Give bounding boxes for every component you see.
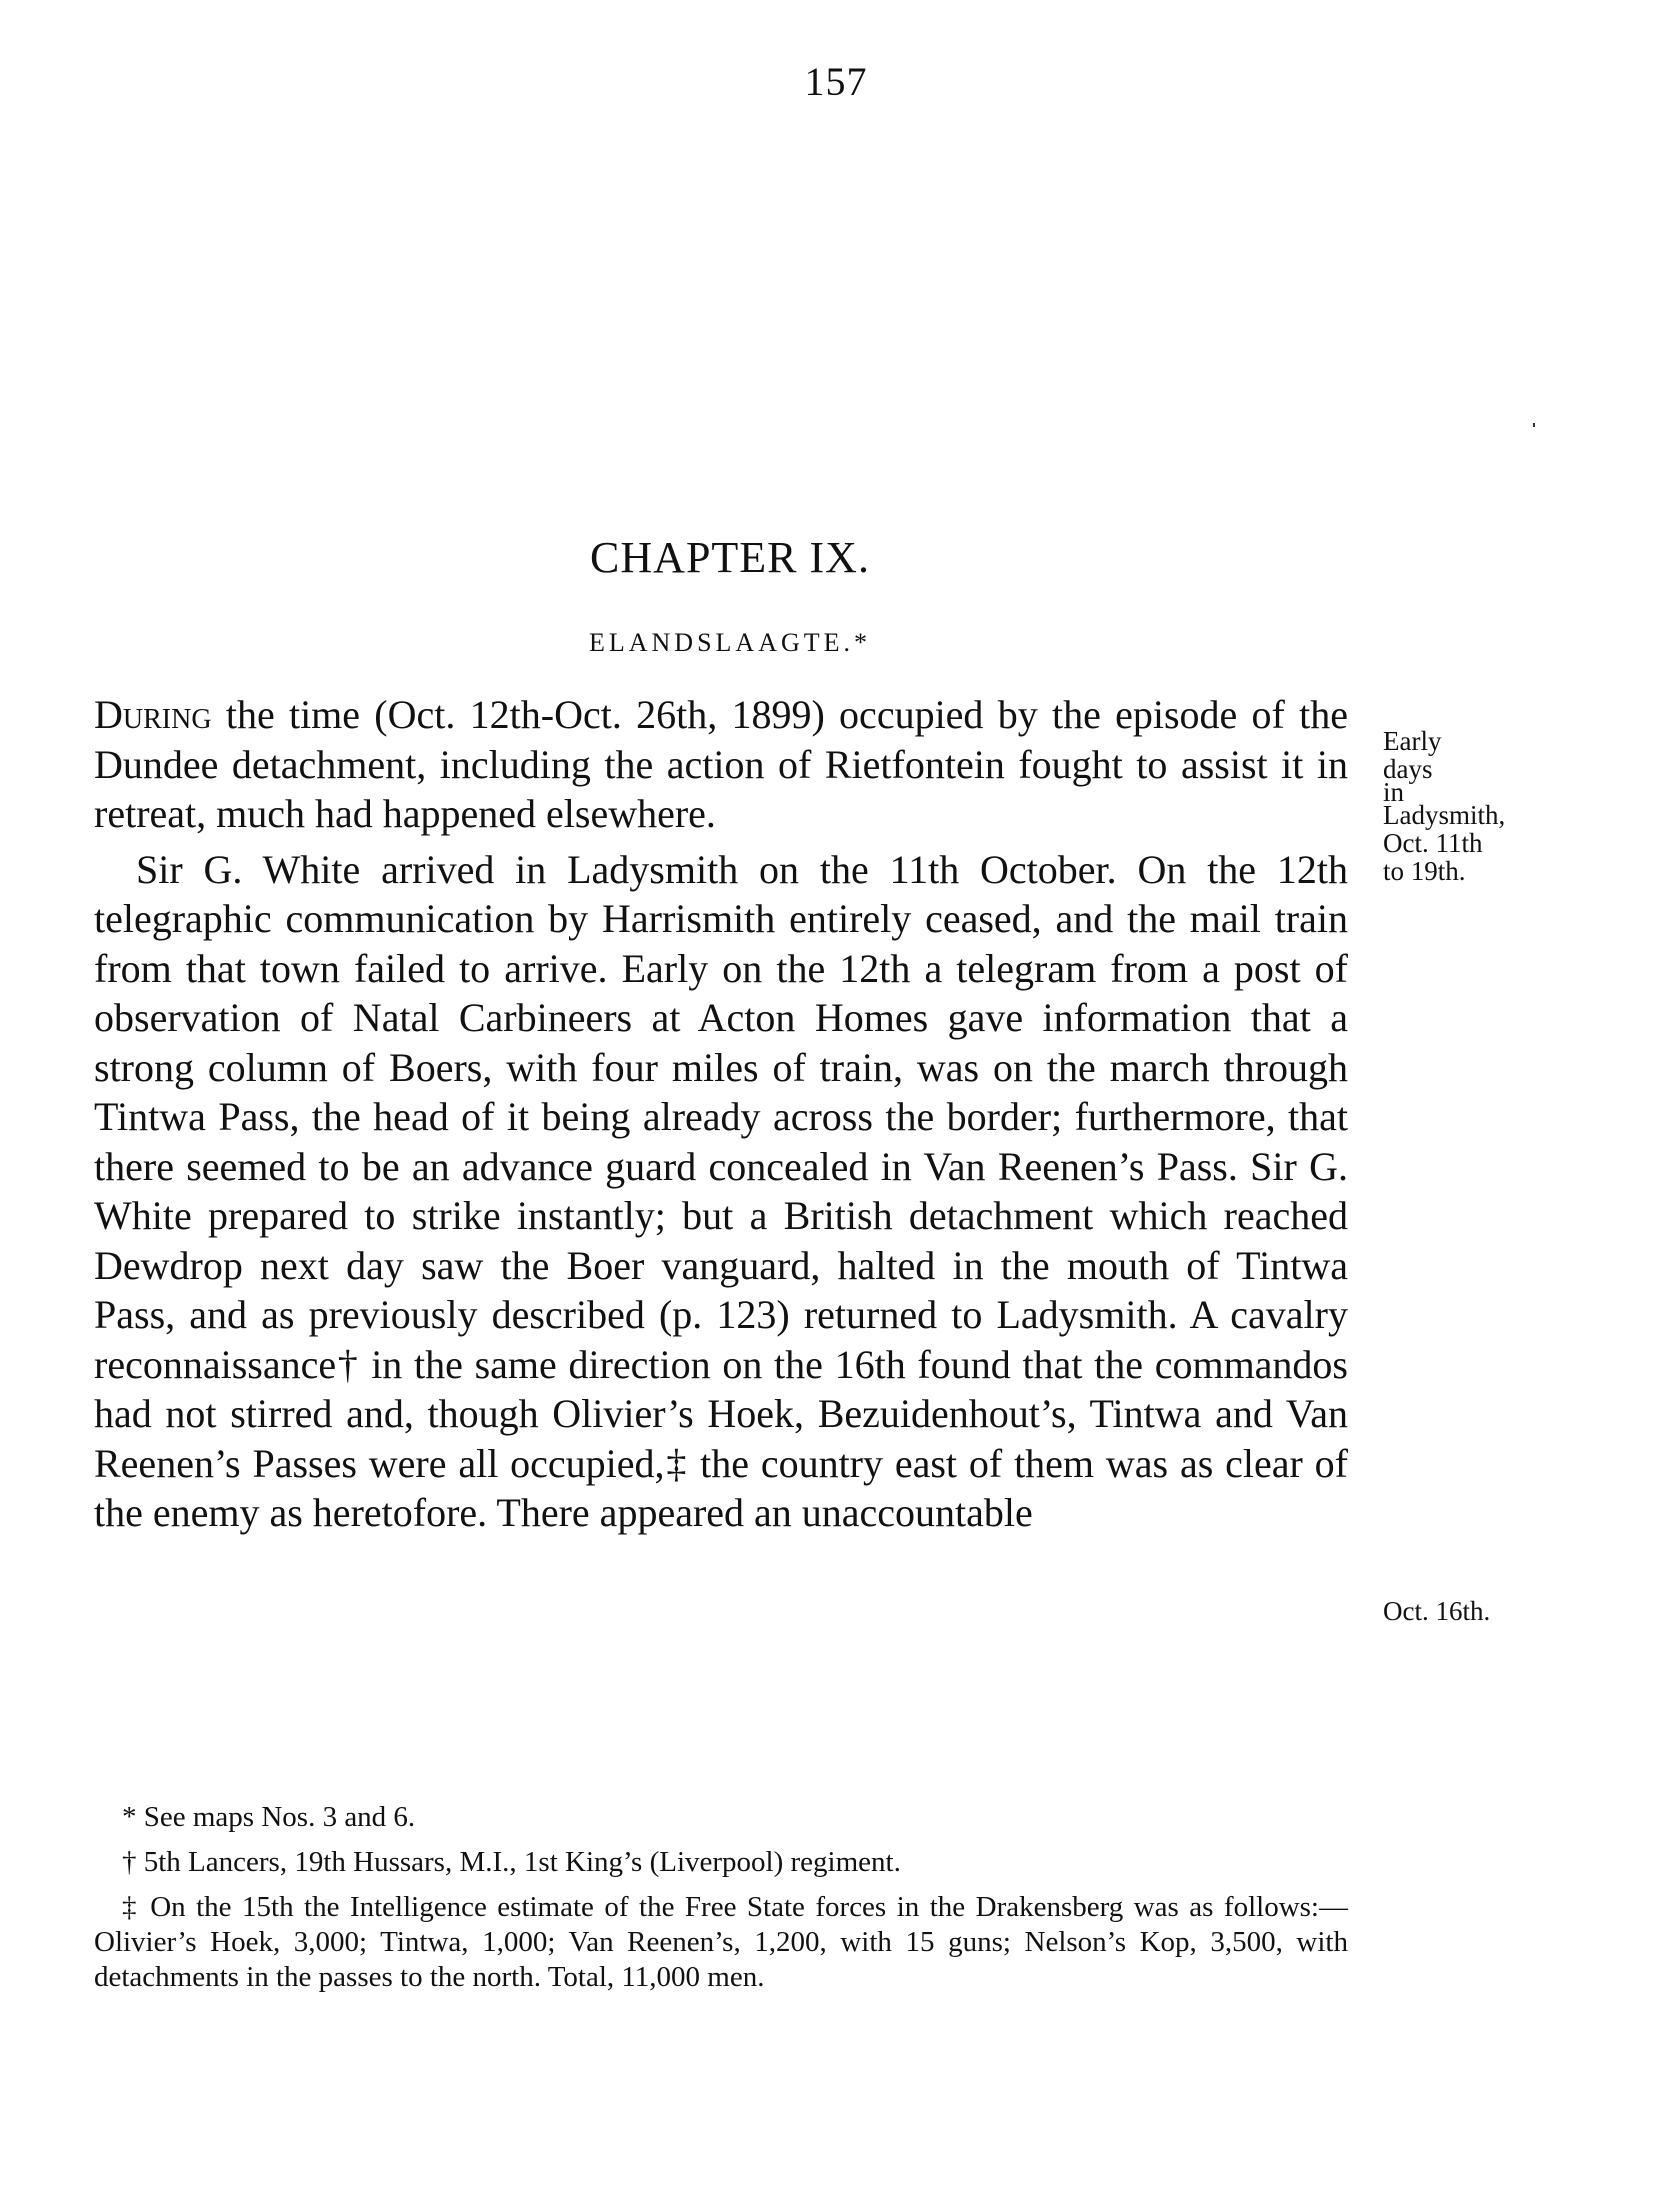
scan-speck [1533,423,1535,427]
margin-note-line: days [1383,754,1433,784]
margin-note-early-days [1383,727,1505,885]
footnote-double-dagger: ‡ On the 15th the Intelligence estimate of the Free State forces in the Drakensberg was as follows:—Olivier’s Hoek, 3,000; Tintwa, 1,000; Van Reenen’s, 1,200, with 15 guns; Nelson’s Kop, 3,500, with detachments in the passes to the north. Total, 11,000 men. [94,1891,1348,1993]
margin-note-oct-16 [1383,1597,1490,1625]
footnote-dagger: † 5th Lancers, 19th Hussars, M.I., 1st King’s (Liverpool) regiment. [122,1846,901,1878]
page-number: 157 [804,59,868,104]
footnote-asterisk: * See maps Nos. 3 and 6. [122,1801,416,1833]
paragraph-1-text: the time (Oct. 12th-Oct. 26th, 1899) occupied by the episode of the Dundee detachment, including the action of Rietfontein fought to assist it in retreat, much had happened elsewhere. [94,692,1348,836]
paragraph-2: Sir G. White arrived in Ladysmith on the 11th October. On the 12th telegraphic communication by Harrismith entirely ceased, and the mail train from that town failed to arrive. Early on the 12th a telegram from a post of observation of Natal Carbineers at Acton Homes gave information that a strong column of Boers, with four miles of train, was on the march through Tintwa Pass, the head of it being already across the border; furthermore, that there seemed to be an advance guard concealed in Van Reenen’s Pass. Sir G. White prepared to strike instantly; but a British detachment which reached Dewdrop next day saw the Boer vanguard, halted in the mouth of Tintwa Pass, and as previously described (p. 123) returned to Ladysmith. A cavalry reconnaissance† in the same direction on the 16th found that the commandos had not stirred and, though Olivier’s Hoek, Bezuidenhout’s, Tintwa and Van Reenen’s Passes were all occupied,‡ the country east of them was as clear of the enemy as heretofore. There appeared an unaccountable [94,846,1348,1535]
paragraph-1 [94,690,1348,839]
body-text [94,690,1348,1538]
chapter-title: CHAPTER IX. [590,533,870,582]
margin-note-line: Ladysmith, [1383,800,1506,830]
footnotes [94,1800,1348,2005]
margin-note-line: to 19th. [1383,856,1466,886]
margin-note-line: Oct. 16th. [1383,1596,1491,1626]
margin-note-line: Early [1383,726,1442,756]
chapter-subtitle: ELANDSLAAGTE.* [588,628,872,657]
margin-note-line: Oct. 11th [1383,828,1483,858]
margin-note-line: in [1383,777,1405,807]
paragraph-lead-word: During [94,692,212,737]
